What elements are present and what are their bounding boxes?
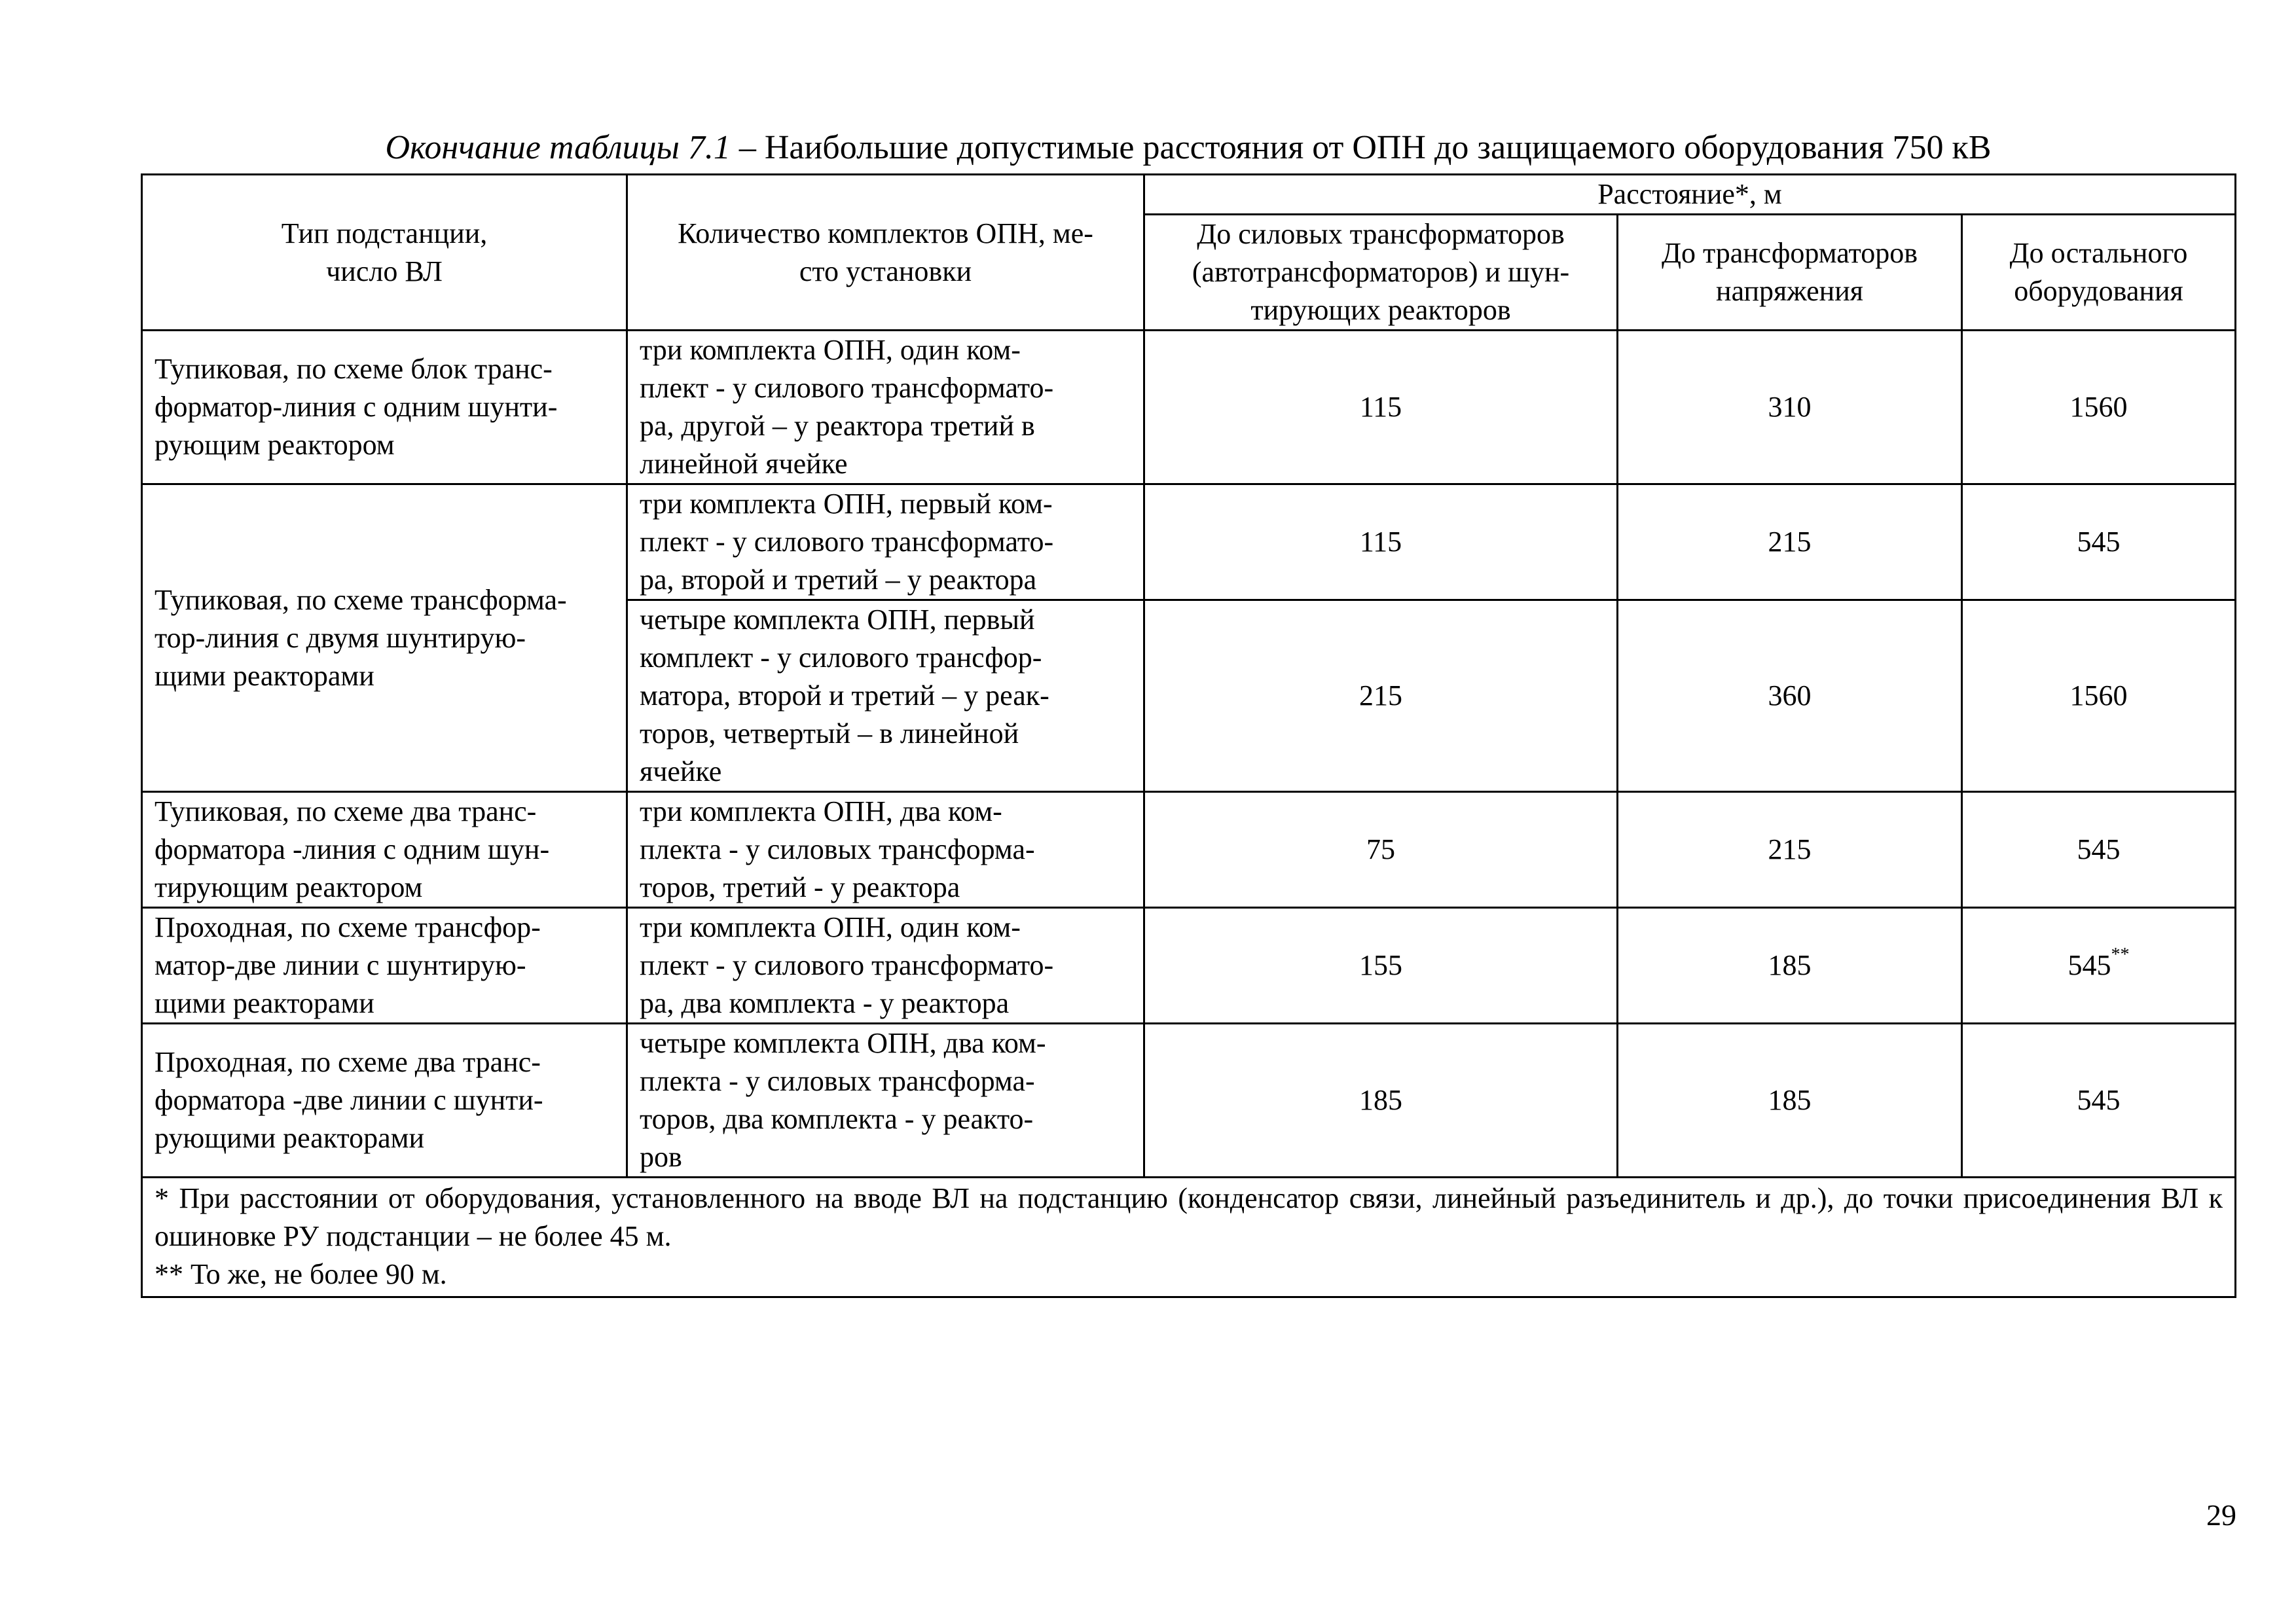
cell-opn-sets: четыре комплекта ОПН, первый комплект - у силового трансфор- матора, второй и третий – у реак- торов, четвертый – в линейной ячейке [627,600,1144,792]
cell-distance-other-equipment: 545 [1962,484,2236,600]
caption-prefix: Окончание таблицы 7.1 [385,129,731,166]
cell-distance-voltage-transformers: 310 [1618,331,1962,484]
cell-opn-sets: три комплекта ОПН, один ком- плект - у силового трансформато- ра, другой – у реактора третий в линейной ячейке [627,331,1144,484]
cell-opn-sets: три комплекта ОПН, один ком- плект - у силового трансформато- ра, два комплекта - у реактора [627,908,1144,1024]
distance-table [141,173,2236,1298]
cell-distance-voltage-transformers: 215 [1618,792,1962,908]
header-to-power-transformers: До силовых трансформаторов (автотрансформаторов) и шун- тирующих реакторов [1144,215,1618,331]
notes-row [142,1178,2236,1297]
cell-distance-other-equipment: 545** [1962,908,2236,1024]
cell-distance-power-transformers: 185 [1144,1024,1618,1178]
cell-distance-other-equipment: 545 [1962,1024,2236,1178]
footnote: ** То же, не более 90 м. [155,1258,447,1290]
table-row [142,1024,2236,1178]
table-row [142,908,2236,1024]
cell-distance-voltage-transformers: 185 [1618,1024,1962,1178]
cell-distance-other-equipment: 545 [1962,792,2236,908]
cell-opn-sets: три комплекта ОПН, два ком- плекта - у силовых трансформа- торов, третий - у реактора [627,792,1144,908]
cell-distance-power-transformers: 215 [1144,600,1618,792]
cell-distance-voltage-transformers: 215 [1618,484,1962,600]
cell-distance-other-equipment: 1560 [1962,600,2236,792]
cell-opn-sets: три комплекта ОПН, первый ком- плект - у силового трансформато- ра, второй и третий – у реактора [627,484,1144,600]
header-to-other-equipment: До остального оборудования [1962,215,2236,331]
cell-distance-power-transformers: 75 [1144,792,1618,908]
table-row [142,792,2236,908]
caption-title: – Наибольшие допустимые расстояния от ОПН до защищаемого оборудования 750 кВ [730,129,1992,166]
cell-substation-type: Проходная, по схеме трансфор- матор-две линии с шунтирую- щими реакторами [142,908,627,1024]
table-row [142,331,2236,484]
table-caption [141,128,2236,168]
cell-opn-sets: четыре комплекта ОПН, два ком- плекта - у силовых трансформа- торов, два комплекта - у реакто- ров [627,1024,1144,1178]
cell-distance-power-transformers: 115 [1144,484,1618,600]
footnote-marker: ** [2111,945,2130,965]
cell-substation-type: Тупиковая, по схеме блок транс- форматор-линия с одним шунти- рующим реактором [142,331,627,484]
cell-substation-type: Тупиковая, по схеме трансформа- тор-линия с двумя шунтирую- щими реакторами [142,484,627,792]
header-row-1 [142,175,2236,215]
cell-substation-type: Проходная, по схеме два транс- форматора -две линии с шунти- рующими реакторами [142,1024,627,1178]
page-number: 29 [2206,1498,2236,1532]
header-to-voltage-transformers: До трансформаторов напряжения [1618,215,1962,331]
header-substation-type: Тип подстанции, число ВЛ [142,175,627,331]
cell-distance-power-transformers: 115 [1144,331,1618,484]
cell-distance-power-transformers: 155 [1144,908,1618,1024]
cell-distance-other-equipment: 1560 [1962,331,2236,484]
cell-distance-voltage-transformers: 360 [1618,600,1962,792]
cell-substation-type: Тупиковая, по схеме два транс- форматора -линия с одним шун- тирующим реактором [142,792,627,908]
cell-distance-voltage-transformers: 185 [1618,908,1962,1024]
notes-cell [142,1178,2236,1297]
header-distance-group: Расстояние*, м [1144,175,2236,215]
table-row [142,484,2236,600]
header-opn-sets: Количество комплектов ОПН, ме- сто установки [627,175,1144,331]
footnote: * При расстоянии от оборудования, установленного на вводе ВЛ на подстанцию (конденсатор связи, линейный разъединитель и др.), до точки присоединения ВЛ к ошиновке РУ подстанции – не более 45 м. [155,1182,2223,1252]
